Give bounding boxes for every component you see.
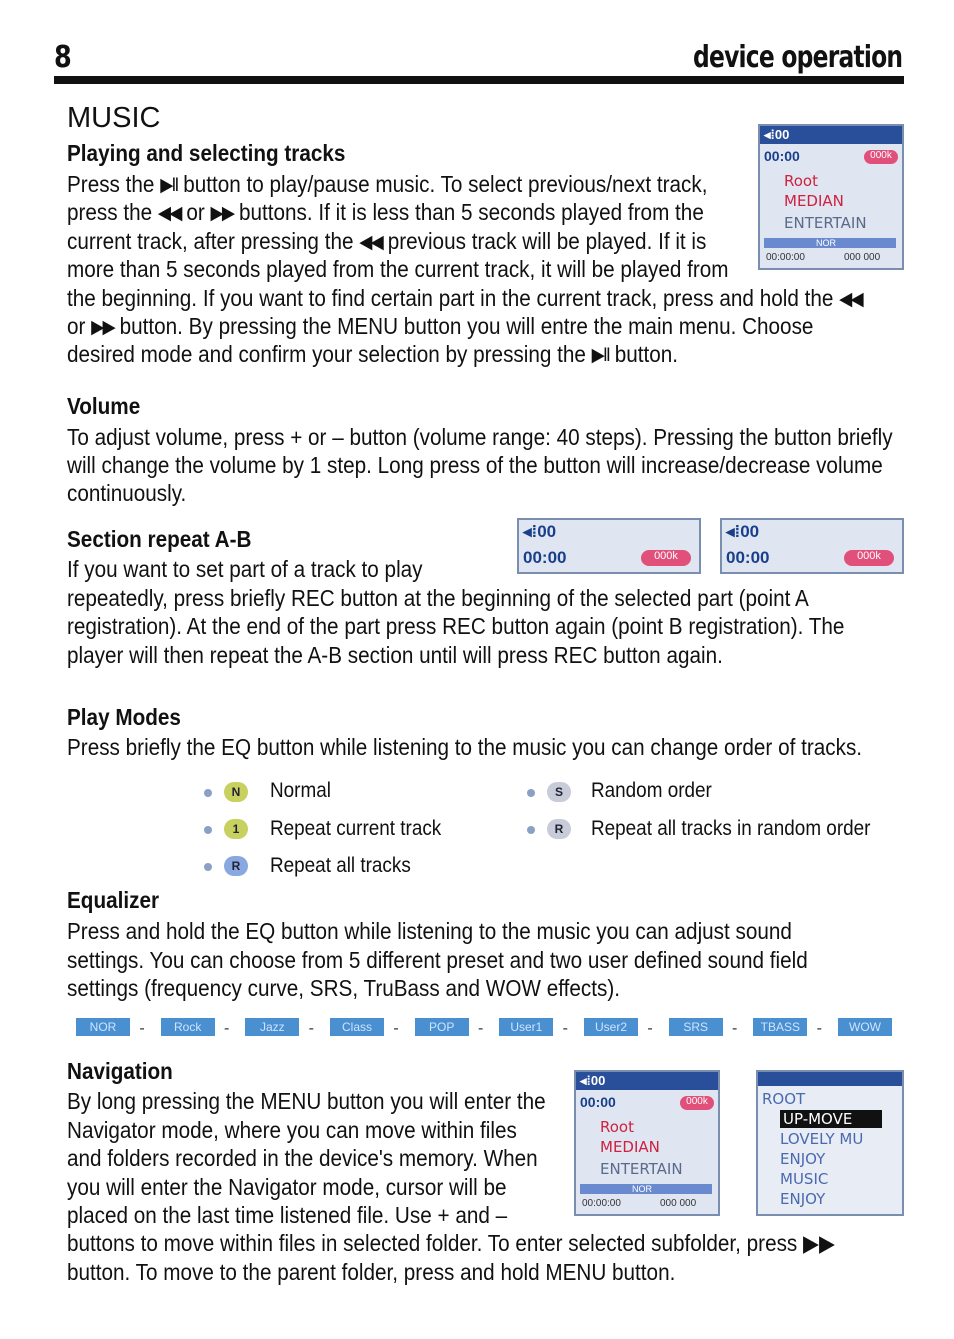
browser-item: UP-MOVE [780,1110,882,1128]
mode-random-repeat: Repeat all tracks in random order [591,817,871,840]
eq-line-3: settings (frequency curve, SRS, TruBass and WOW effects). [67,975,620,1001]
playing-line-7 [67,340,678,371]
eq-preset-srs: SRS [669,1018,723,1036]
repeat-line-4: player will then repeat the A-B section until will press REC button again. [67,642,723,668]
repeat-line-3: registration). At the end of the part press REC button again (point B registration). The [67,613,845,639]
eq-preset-wow: WOW [838,1018,892,1036]
nav-line-3: and folders recorded in the device's memory. When [67,1145,538,1171]
playing-text-segment: or [67,313,92,339]
eq-separator: - [224,1020,230,1037]
eq-preset-jazz: Jazz [245,1018,299,1036]
browser-item: ENJOY [780,1190,826,1208]
volume-heading: Volume [67,393,141,419]
ab-b-time: 00:00 [726,548,770,567]
eq-preset-user2: User2 [584,1018,638,1036]
bullet [527,826,535,834]
browser-item: LOVELY MU [780,1130,864,1148]
rewind-icon: ◀◀ [359,232,382,253]
nav-eq: NOR [632,1184,652,1194]
rewind-icon: ◀◀ [839,289,862,310]
bitrate-badge: 000k [864,150,898,164]
nav-time: 00:00 [580,1094,616,1110]
playing-line-3 [67,227,706,258]
folder-entertain: ENTERTAIN [784,214,867,232]
repeat-line-2: repeatedly, press briefly REC button at the beginning of the selected part (point A [67,585,809,611]
section-title: device operation [692,40,902,75]
playmodes-intro: Press briefly the EQ button while listening to the music you can change order of tracks. [67,734,863,760]
folder-median: MEDIAN [784,192,844,210]
equalizer-heading: Equalizer [67,887,160,913]
playing-heading: Playing and selecting tracks [67,140,346,166]
eq-preset-user1: User1 [499,1018,553,1036]
eq-line-2: settings. You can choose from 5 different preset and two user defined sound field [67,947,808,973]
nav-counter-right: 000 000 [660,1198,697,1209]
playing-line-6 [67,312,813,343]
counter-left: 00:00:00 [766,252,805,263]
eq-separator: - [478,1020,484,1037]
repeat-line-1: If you want to set part of a track to play [67,556,423,582]
nav-line-6: buttons to move within files in selected folder. To enter selected subfolder, press ▶▶ [67,1230,835,1256]
playing-text-segment: previous track will be played. If it is [381,228,707,254]
nav-bitrate: 000k [680,1096,714,1110]
playing-line-5 [67,284,862,315]
random-repeat-icon: R [547,819,571,839]
volume-line-1: To adjust volume, press + or – button (volume range: 40 steps). Pressing the button briefly [67,424,893,450]
nav-volume: ◂⁞00 [580,1073,606,1088]
playing-text-segment: press the [67,199,158,225]
browser-item: MUSIC [780,1170,829,1188]
browser-item: ROOT [762,1090,806,1108]
nav-counter-left: 00:00:00 [582,1198,621,1209]
header-rule [54,76,904,84]
playing-text-segment: button to play/pause music. To select previous/next track, [177,171,708,197]
eq-preset-nor: NOR [76,1018,130,1036]
eq-separator: - [308,1020,314,1037]
eq-separator: - [647,1020,653,1037]
ab-a-volume: ◂⁞00 [523,522,557,541]
browser-item: ENJOY [780,1150,826,1168]
nav-player-screen [574,1070,720,1216]
bullet [204,789,212,797]
repeat-one-icon: 1 [224,819,248,839]
eq-line-1: Press and hold the EQ button while listening to the music you can adjust sound [67,918,792,944]
volume-line-3: continuously. [67,480,187,506]
ab-a-rate: 000k [641,550,691,566]
eq-separator: - [816,1020,822,1037]
playing-text-segment: or [180,199,211,225]
ab-b-rate: 000k [844,550,894,566]
playmodes-heading: Play Modes [67,704,181,730]
playing-text-segment: Press the [67,171,161,197]
eq-indicator: NOR [816,238,836,248]
playing-text-segment: buttons. If it is less than 5 seconds played from the [233,199,704,225]
nav-line-7: button. To move to the parent folder, press and hold MENU button. [67,1259,676,1285]
mode-random: Random order [591,779,712,802]
eq-preset-pop: POP [415,1018,469,1036]
playing-text-segment: current track, after pressing the [67,228,360,254]
ab-a-time: 00:00 [523,548,567,567]
nav-line-5: placed on the last time listened file. Use + and – [67,1202,508,1228]
eq-preset-class: Class [330,1018,384,1036]
rewind-icon: ◀◀ [157,203,181,224]
music-heading: MUSIC [67,102,161,134]
mode-normal: Normal [270,779,331,802]
eq-separator: - [139,1020,145,1037]
nav-line-2: Navigator mode, where you can move within files [67,1117,517,1143]
nav-line-4: you will enter the Navigator mode, cursor will be [67,1174,507,1200]
playing-line-1 [67,170,707,201]
nav-line-1: By long pressing the MENU button you will enter the [67,1088,546,1114]
bullet [527,789,535,797]
playing-text-segment: more than 5 seconds played from the current track, it will be played from [67,256,729,282]
ab-b-volume: ◂⁞00 [726,522,760,541]
ab-screen-a [517,518,701,574]
play-pause-icon: ▶II [591,345,609,366]
mode-repeat-all: Repeat all tracks [270,854,411,877]
nav-folder-median: MEDIAN [600,1138,660,1156]
bullet [204,863,212,871]
counter-right: 000 000 [844,252,881,263]
repeat-all-icon: R [224,856,248,876]
nav-folder-root: Root [600,1118,634,1136]
mode-repeat-current: Repeat current track [270,817,442,840]
playing-line-4 [67,255,729,284]
fast-forward-icon: ▶▶ [210,203,234,224]
normal-mode-icon: N [224,782,248,802]
play-pause-icon: ▶II [160,175,178,196]
playing-text-segment: button. By pressing the MENU button you will entre the main menu. Choose [113,313,814,339]
browser-screen [756,1070,904,1216]
bullet [204,826,212,834]
eq-separator: - [393,1020,399,1037]
eq-separator: - [732,1020,738,1037]
nav-folder-entertain: ENTERTAIN [600,1160,683,1178]
page-number: 8 [54,40,71,75]
player-screen [758,124,904,270]
playing-text-segment: button. [608,341,679,367]
playing-text-segment: desired mode and confirm your selection by pressing the [67,341,592,367]
fast-forward-icon: ▶▶ [91,317,114,338]
playing-text-segment: the beginning. If you want to find certain part in the current track, press and hold the [67,285,840,311]
time-readout: 00:00 [764,148,800,164]
eq-preset-tbass: TBASS [753,1018,807,1036]
playing-line-2 [67,198,704,229]
navigation-heading: Navigation [67,1058,173,1084]
random-icon: S [547,782,571,802]
folder-root: Root [784,172,818,190]
volume-readout: ◂⁞00 [764,127,790,142]
volume-line-2: will change the volume by 1 step. Long press of the button will increase/decrease volume [67,452,883,478]
repeat-heading: Section repeat A-B [67,526,252,552]
eq-preset-rock: Rock [161,1018,215,1036]
ab-screen-b [720,518,904,574]
eq-separator: - [562,1020,568,1037]
